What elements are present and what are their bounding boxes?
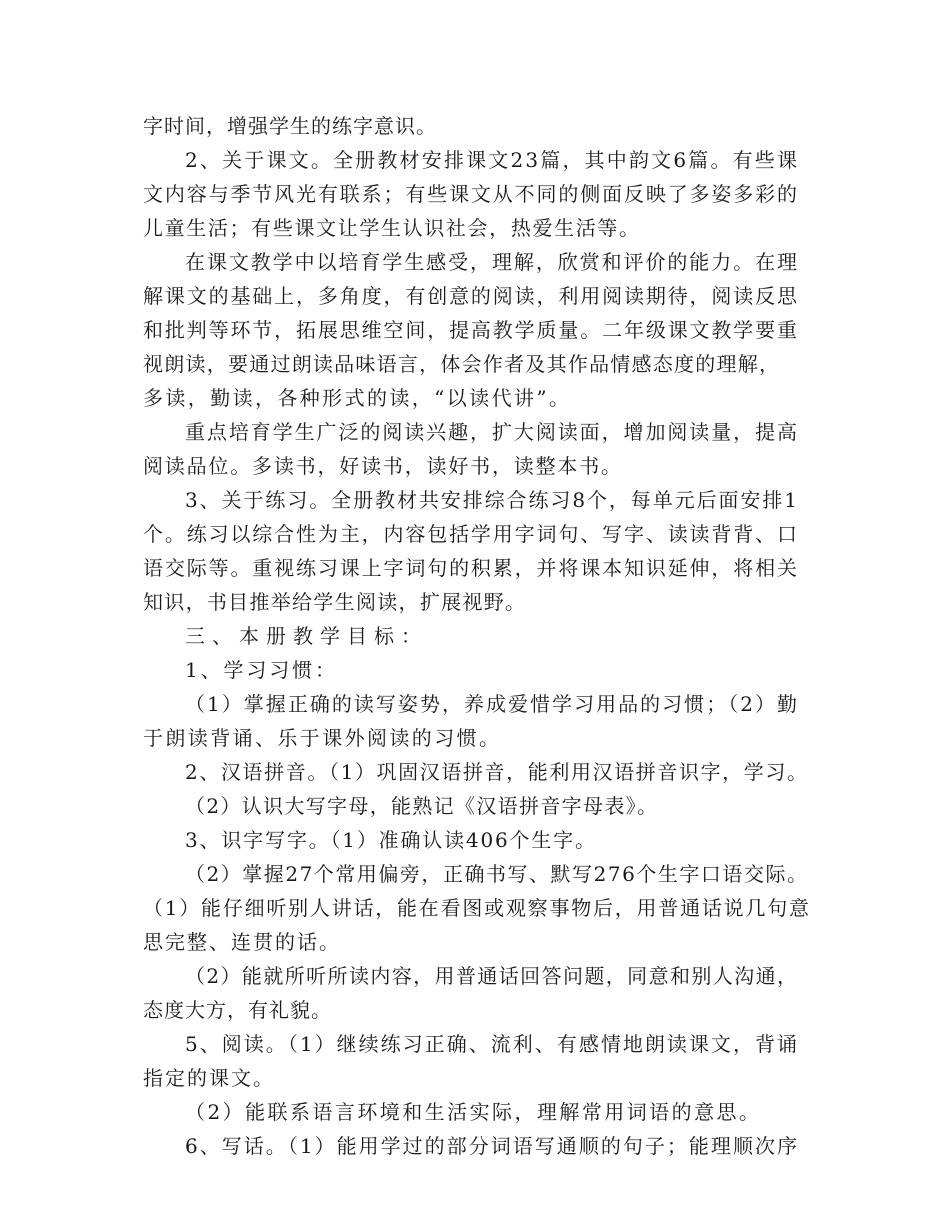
text-line: 字时间，增强学生的练字意识。 [143, 114, 437, 138]
text-line: 三、本册教学目标： [185, 624, 428, 648]
text-line: 1、学习习惯： [185, 658, 338, 682]
text-line: 3、识字写字。（1）准确认读406个生字。 [185, 828, 597, 852]
text-line: 和批判等环节，拓展思维空间，提高教学质量。二年级课文教学要重 [143, 318, 799, 342]
text-line: 2、汉语拼音。（1）巩固汉语拼音，能利用汉语拼音识字，学习。 [185, 760, 809, 784]
text-line: 多读，勤读，各种形式的读，“以读代讲”。 [143, 386, 572, 410]
text-line: 解课文的基础上，多角度，有创意的阅读，利用阅读期待，阅读反思 [143, 284, 799, 308]
text-line: 态度大方，有礼貌。 [143, 998, 332, 1022]
text-line: 思完整、连贯的话。 [143, 930, 341, 954]
text-line: 指定的课文。 [143, 1066, 275, 1090]
text-line: 语交际等。重视练习课上字词句的积累，并将课本知识延伸，将相关 [143, 556, 799, 580]
text-line: （2）认识大写字母，能熟记《汉语拼音字母表》。 [185, 794, 659, 818]
text-line: 5、阅读。（1）继续练习正确、流利、有感情地朗读课文，背诵 [185, 1032, 800, 1056]
text-line: 阅读品位。多读书，好读书，读好书，读整本书。 [143, 454, 623, 478]
text-line: 视朗读，要通过朗读品味语言，体会作者及其作品情感态度的理解， [143, 352, 781, 376]
text-line: （1）能仔细听别人讲话，能在看图或观察事物后，用普通话说几句意 [143, 896, 811, 920]
text-line: （2）掌握27个常用偏旁，正确书写、默写276个生字口语交际。 [185, 862, 809, 886]
text-line: 2、关于课文。全册教材安排课文23篇，其中韵文6篇。有些课 [185, 148, 800, 172]
text-line: 重点培育学生广泛的阅读兴趣，扩大阅读面，增加阅读量，提高 [185, 420, 799, 444]
text-line: 于朗读背诵、乐于课外阅读的习惯。 [143, 726, 502, 750]
text-line: （2）能就所听所读内容，用普通话回答问题，同意和别人沟通， [185, 964, 799, 988]
text-line: （1）掌握正确的读写姿势，养成爱惜学习用品的习惯；（2）勤 [185, 692, 800, 716]
text-line: 6、写话。（1）能用学过的部分词语写通顺的句子；能理顺次序 [185, 1134, 800, 1158]
text-line: 文内容与季节风光有联系；有些课文从不同的侧面反映了多姿多彩的 [143, 182, 799, 206]
text-line: 3、关于练习。全册教材共安排综合练习8个，每单元后面安排1 [185, 488, 799, 512]
text-line: 在课文教学中以培育学生感受，理解，欣赏和评价的能力。在理 [185, 250, 799, 274]
text-line: 知识，书目推举给学生阅读，扩展视野。 [143, 590, 527, 614]
text-line: 儿童生活；有些课文让学生认识社会，热爱生活等。 [143, 216, 641, 240]
text-line: 个。练习以综合性为主，内容包括学用字词句、写字、读读背背、口 [143, 522, 799, 546]
text-line: （2）能联系语言环境和生活实际，理解常用词语的意思。 [185, 1100, 762, 1124]
